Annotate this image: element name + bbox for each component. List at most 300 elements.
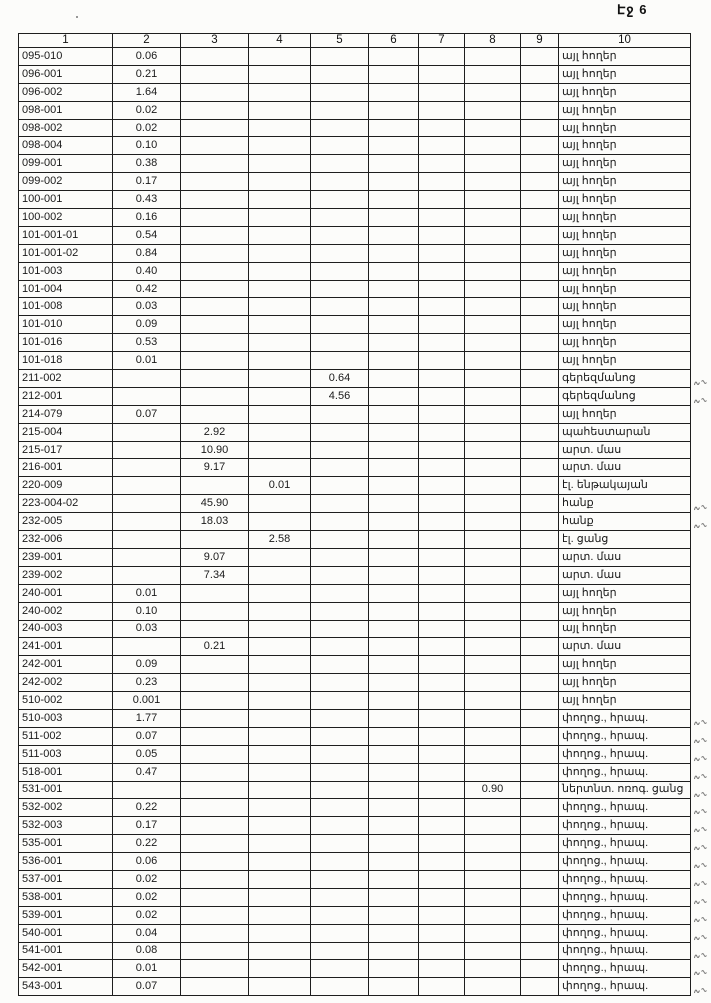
table-row bbox=[19, 423, 691, 441]
handwritten-mark-icon bbox=[693, 732, 707, 750]
empty-cell bbox=[465, 853, 521, 871]
empty-cell bbox=[521, 495, 559, 513]
empty-cell bbox=[521, 960, 559, 978]
empty-cell bbox=[521, 853, 559, 871]
parcel-code-cell: 096-002 bbox=[19, 83, 113, 101]
table-row bbox=[19, 817, 691, 835]
empty-cell bbox=[249, 799, 311, 817]
table-row bbox=[19, 495, 691, 513]
empty-cell bbox=[369, 513, 419, 531]
empty-cell bbox=[249, 119, 311, 137]
empty-cell bbox=[465, 942, 521, 960]
empty-cell bbox=[521, 405, 559, 423]
empty-cell bbox=[521, 942, 559, 960]
empty-cell bbox=[465, 387, 521, 405]
empty-cell bbox=[249, 387, 311, 405]
empty-cell bbox=[465, 709, 521, 727]
empty-cell bbox=[181, 352, 249, 370]
empty-cell bbox=[369, 280, 419, 298]
empty-cell bbox=[521, 745, 559, 763]
parcel-code-cell: 214-079 bbox=[19, 405, 113, 423]
empty-cell bbox=[249, 692, 311, 710]
empty-cell bbox=[311, 960, 369, 978]
empty-cell bbox=[113, 513, 181, 531]
empty-cell bbox=[311, 906, 369, 924]
empty-cell bbox=[419, 692, 465, 710]
empty-cell bbox=[249, 280, 311, 298]
empty-cell bbox=[465, 906, 521, 924]
empty-cell bbox=[521, 370, 559, 388]
empty-cell bbox=[465, 584, 521, 602]
column-header: 6 bbox=[369, 34, 419, 48]
parcel-code-cell: 101-001-02 bbox=[19, 244, 113, 262]
empty-cell bbox=[521, 173, 559, 191]
parcel-code-cell: 532-003 bbox=[19, 817, 113, 835]
parcel-code-cell: 101-003 bbox=[19, 262, 113, 280]
empty-cell bbox=[181, 531, 249, 549]
land-type-cell: այլ հողեր bbox=[559, 137, 691, 155]
empty-cell bbox=[369, 370, 419, 388]
empty-cell bbox=[311, 835, 369, 853]
empty-cell bbox=[419, 763, 465, 781]
empty-cell bbox=[311, 942, 369, 960]
empty-cell bbox=[249, 835, 311, 853]
land-type-cell: արտ. մաս bbox=[559, 638, 691, 656]
empty-cell bbox=[465, 566, 521, 584]
table-row bbox=[19, 727, 691, 745]
parcel-code-cell: 241-001 bbox=[19, 638, 113, 656]
empty-cell bbox=[521, 334, 559, 352]
table-row bbox=[19, 459, 691, 477]
table-row bbox=[19, 799, 691, 817]
parcel-code-cell: 536-001 bbox=[19, 853, 113, 871]
land-type-cell: փողոց., հրապ. bbox=[559, 727, 691, 745]
empty-cell bbox=[465, 316, 521, 334]
empty-cell bbox=[181, 763, 249, 781]
column-header: 10 bbox=[559, 34, 691, 48]
empty-cell bbox=[369, 960, 419, 978]
empty-cell bbox=[181, 316, 249, 334]
empty-cell bbox=[311, 692, 369, 710]
empty-cell bbox=[113, 495, 181, 513]
column-header: 7 bbox=[419, 34, 465, 48]
parcel-code-cell: 242-001 bbox=[19, 656, 113, 674]
area-value-cell: 0.04 bbox=[113, 924, 181, 942]
empty-cell bbox=[419, 870, 465, 888]
land-type-cell: ներտնտ. ոռոգ. ցանց bbox=[559, 781, 691, 799]
empty-cell bbox=[419, 531, 465, 549]
empty-cell bbox=[181, 602, 249, 620]
empty-cell bbox=[311, 870, 369, 888]
table-row bbox=[19, 334, 691, 352]
area-value-cell: 0.17 bbox=[113, 173, 181, 191]
empty-cell bbox=[369, 763, 419, 781]
table-row bbox=[19, 548, 691, 566]
empty-cell bbox=[249, 638, 311, 656]
empty-cell bbox=[369, 906, 419, 924]
parcel-code-cell: 101-010 bbox=[19, 316, 113, 334]
empty-cell bbox=[521, 656, 559, 674]
area-value-cell: 0.06 bbox=[113, 48, 181, 66]
column-header: 8 bbox=[465, 34, 521, 48]
empty-cell bbox=[419, 173, 465, 191]
area-value-cell: 0.42 bbox=[113, 280, 181, 298]
land-type-cell: փողոց., հրապ. bbox=[559, 888, 691, 906]
empty-cell bbox=[249, 209, 311, 227]
empty-cell bbox=[311, 191, 369, 209]
empty-cell bbox=[419, 226, 465, 244]
empty-cell bbox=[465, 835, 521, 853]
empty-cell bbox=[249, 441, 311, 459]
empty-cell bbox=[369, 799, 419, 817]
empty-cell bbox=[369, 226, 419, 244]
empty-cell bbox=[419, 745, 465, 763]
empty-cell bbox=[419, 316, 465, 334]
empty-cell bbox=[249, 763, 311, 781]
empty-cell bbox=[181, 101, 249, 119]
empty-cell bbox=[521, 906, 559, 924]
table-row bbox=[19, 584, 691, 602]
empty-cell bbox=[465, 405, 521, 423]
table-row bbox=[19, 566, 691, 584]
land-type-cell: փողոց., հրապ. bbox=[559, 853, 691, 871]
empty-cell bbox=[311, 853, 369, 871]
empty-cell bbox=[311, 584, 369, 602]
empty-cell bbox=[369, 656, 419, 674]
area-value-cell: 0.02 bbox=[113, 870, 181, 888]
table-row bbox=[19, 620, 691, 638]
empty-cell bbox=[311, 244, 369, 262]
empty-cell bbox=[465, 656, 521, 674]
table-row bbox=[19, 405, 691, 423]
handwritten-mark-icon bbox=[693, 786, 707, 804]
table-row bbox=[19, 226, 691, 244]
parcel-code-cell: 101-018 bbox=[19, 352, 113, 370]
column-header: 3 bbox=[181, 34, 249, 48]
empty-cell bbox=[465, 495, 521, 513]
land-type-cell: փողոց., հրապ. bbox=[559, 870, 691, 888]
parcel-code-cell: 220-009 bbox=[19, 477, 113, 495]
empty-cell bbox=[181, 280, 249, 298]
empty-cell bbox=[181, 226, 249, 244]
area-value-cell: 9.17 bbox=[181, 459, 249, 477]
empty-cell bbox=[521, 531, 559, 549]
empty-cell bbox=[249, 137, 311, 155]
parcel-code-cell: 232-005 bbox=[19, 513, 113, 531]
area-value-cell: 0.47 bbox=[113, 763, 181, 781]
empty-cell bbox=[419, 477, 465, 495]
empty-cell bbox=[181, 924, 249, 942]
empty-cell bbox=[249, 352, 311, 370]
empty-cell bbox=[465, 48, 521, 66]
empty-cell bbox=[419, 656, 465, 674]
empty-cell bbox=[369, 387, 419, 405]
empty-cell bbox=[419, 709, 465, 727]
empty-cell bbox=[311, 459, 369, 477]
area-value-cell: 0.53 bbox=[113, 334, 181, 352]
parcel-code-cell: 101-016 bbox=[19, 334, 113, 352]
empty-cell bbox=[419, 978, 465, 996]
land-type-cell: այլ հողեր bbox=[559, 83, 691, 101]
area-value-cell: 0.08 bbox=[113, 942, 181, 960]
parcel-code-cell: 100-001 bbox=[19, 191, 113, 209]
area-value-cell: 0.01 bbox=[113, 584, 181, 602]
parcel-code-cell: 098-002 bbox=[19, 119, 113, 137]
empty-cell bbox=[465, 441, 521, 459]
parcel-code-cell: 511-002 bbox=[19, 727, 113, 745]
empty-cell bbox=[181, 155, 249, 173]
empty-cell bbox=[113, 370, 181, 388]
empty-cell bbox=[465, 531, 521, 549]
empty-cell bbox=[311, 48, 369, 66]
empty-cell bbox=[521, 817, 559, 835]
area-value-cell: 0.02 bbox=[113, 101, 181, 119]
parcel-code-cell: 531-001 bbox=[19, 781, 113, 799]
empty-cell bbox=[249, 978, 311, 996]
empty-cell bbox=[181, 978, 249, 996]
empty-cell bbox=[181, 870, 249, 888]
empty-cell bbox=[465, 423, 521, 441]
land-type-cell: այլ հողեր bbox=[559, 692, 691, 710]
empty-cell bbox=[419, 387, 465, 405]
empty-cell bbox=[419, 638, 465, 656]
empty-cell bbox=[311, 978, 369, 996]
land-type-cell: փողոց., հրապ. bbox=[559, 763, 691, 781]
empty-cell bbox=[521, 763, 559, 781]
empty-cell bbox=[311, 119, 369, 137]
empty-cell bbox=[369, 441, 419, 459]
parcel-code-cell: 223-004-02 bbox=[19, 495, 113, 513]
table-row bbox=[19, 692, 691, 710]
empty-cell bbox=[181, 298, 249, 316]
land-type-cell: այլ հողեր bbox=[559, 298, 691, 316]
empty-cell bbox=[419, 960, 465, 978]
empty-cell bbox=[521, 727, 559, 745]
table-row bbox=[19, 262, 691, 280]
empty-cell bbox=[311, 799, 369, 817]
empty-cell bbox=[465, 727, 521, 745]
empty-cell bbox=[181, 137, 249, 155]
empty-cell bbox=[521, 477, 559, 495]
empty-cell bbox=[521, 226, 559, 244]
empty-cell bbox=[521, 924, 559, 942]
empty-cell bbox=[465, 763, 521, 781]
empty-cell bbox=[521, 83, 559, 101]
empty-cell bbox=[311, 531, 369, 549]
empty-cell bbox=[311, 423, 369, 441]
area-value-cell: 0.03 bbox=[113, 298, 181, 316]
empty-cell bbox=[521, 48, 559, 66]
land-type-cell: այլ հողեր bbox=[559, 674, 691, 692]
area-value-cell: 0.09 bbox=[113, 316, 181, 334]
empty-cell bbox=[311, 209, 369, 227]
empty-cell bbox=[521, 692, 559, 710]
parcel-code-cell: 101-004 bbox=[19, 280, 113, 298]
empty-cell bbox=[311, 638, 369, 656]
empty-cell bbox=[311, 226, 369, 244]
empty-cell bbox=[113, 477, 181, 495]
empty-cell bbox=[521, 262, 559, 280]
empty-cell bbox=[465, 226, 521, 244]
empty-cell bbox=[419, 906, 465, 924]
empty-cell bbox=[113, 548, 181, 566]
table-row bbox=[19, 906, 691, 924]
area-value-cell: 18.03 bbox=[181, 513, 249, 531]
table-row bbox=[19, 137, 691, 155]
area-value-cell: 7.34 bbox=[181, 566, 249, 584]
empty-cell bbox=[311, 477, 369, 495]
empty-cell bbox=[249, 817, 311, 835]
table-row bbox=[19, 441, 691, 459]
empty-cell bbox=[311, 316, 369, 334]
table-row bbox=[19, 835, 691, 853]
empty-cell bbox=[521, 155, 559, 173]
parcel-code-cell: 541-001 bbox=[19, 942, 113, 960]
table-row bbox=[19, 888, 691, 906]
area-value-cell: 0.10 bbox=[113, 137, 181, 155]
empty-cell bbox=[465, 459, 521, 477]
empty-cell bbox=[521, 459, 559, 477]
empty-cell bbox=[311, 817, 369, 835]
empty-cell bbox=[465, 280, 521, 298]
empty-cell bbox=[465, 352, 521, 370]
empty-cell bbox=[419, 584, 465, 602]
empty-cell bbox=[521, 978, 559, 996]
empty-cell bbox=[249, 602, 311, 620]
empty-cell bbox=[369, 101, 419, 119]
empty-cell bbox=[369, 155, 419, 173]
empty-cell bbox=[249, 495, 311, 513]
empty-cell bbox=[521, 602, 559, 620]
handwritten-mark-icon bbox=[693, 857, 707, 875]
empty-cell bbox=[249, 960, 311, 978]
empty-cell bbox=[369, 888, 419, 906]
area-value-cell: 0.09 bbox=[113, 656, 181, 674]
empty-cell bbox=[113, 423, 181, 441]
land-type-cell: հանք bbox=[559, 495, 691, 513]
empty-cell bbox=[521, 316, 559, 334]
column-header: 4 bbox=[249, 34, 311, 48]
empty-cell bbox=[465, 262, 521, 280]
land-type-cell: փողոց., հրապ. bbox=[559, 978, 691, 996]
table-row bbox=[19, 960, 691, 978]
handwritten-mark-icon bbox=[693, 911, 707, 929]
area-value-cell: 0.06 bbox=[113, 853, 181, 871]
handwritten-mark-icon bbox=[693, 714, 707, 732]
parcel-code-cell: 240-001 bbox=[19, 584, 113, 602]
empty-cell bbox=[419, 65, 465, 83]
parcel-code-cell: 101-008 bbox=[19, 298, 113, 316]
empty-cell bbox=[311, 65, 369, 83]
area-value-cell: 0.84 bbox=[113, 244, 181, 262]
empty-cell bbox=[249, 262, 311, 280]
parcel-code-cell: 532-002 bbox=[19, 799, 113, 817]
land-type-cell: այլ հողեր bbox=[559, 352, 691, 370]
scan-speck bbox=[76, 16, 78, 18]
table-row bbox=[19, 513, 691, 531]
empty-cell bbox=[521, 209, 559, 227]
land-type-cell: այլ հողեր bbox=[559, 244, 691, 262]
empty-cell bbox=[249, 853, 311, 871]
empty-cell bbox=[249, 48, 311, 66]
empty-cell bbox=[419, 334, 465, 352]
empty-cell bbox=[521, 888, 559, 906]
empty-cell bbox=[465, 209, 521, 227]
area-value-cell: 0.17 bbox=[113, 817, 181, 835]
empty-cell bbox=[113, 531, 181, 549]
empty-cell bbox=[369, 316, 419, 334]
empty-cell bbox=[369, 405, 419, 423]
empty-cell bbox=[249, 548, 311, 566]
empty-cell bbox=[465, 155, 521, 173]
handwritten-mark-icon bbox=[693, 768, 707, 786]
empty-cell bbox=[369, 745, 419, 763]
table-row bbox=[19, 674, 691, 692]
area-value-cell: 0.54 bbox=[113, 226, 181, 244]
empty-cell bbox=[521, 781, 559, 799]
area-value-cell: 0.22 bbox=[113, 799, 181, 817]
empty-cell bbox=[311, 548, 369, 566]
empty-cell bbox=[419, 620, 465, 638]
parcel-code-cell: 540-001 bbox=[19, 924, 113, 942]
empty-cell bbox=[369, 298, 419, 316]
empty-cell bbox=[419, 48, 465, 66]
empty-cell bbox=[311, 352, 369, 370]
land-type-cell: փողոց., հրապ. bbox=[559, 942, 691, 960]
empty-cell bbox=[249, 244, 311, 262]
parcels-table bbox=[18, 33, 691, 996]
handwritten-mark-icon bbox=[693, 803, 707, 821]
handwritten-mark-icon bbox=[693, 947, 707, 965]
empty-cell bbox=[419, 101, 465, 119]
empty-cell bbox=[249, 316, 311, 334]
empty-cell bbox=[311, 620, 369, 638]
parcel-code-cell: 215-017 bbox=[19, 441, 113, 459]
empty-cell bbox=[311, 513, 369, 531]
empty-cell bbox=[465, 65, 521, 83]
empty-cell bbox=[419, 495, 465, 513]
area-value-cell: 0.03 bbox=[113, 620, 181, 638]
table-body bbox=[19, 48, 691, 996]
table-row bbox=[19, 387, 691, 405]
area-value-cell: 2.58 bbox=[249, 531, 311, 549]
empty-cell bbox=[465, 137, 521, 155]
empty-cell bbox=[465, 334, 521, 352]
empty-cell bbox=[311, 137, 369, 155]
empty-cell bbox=[311, 888, 369, 906]
empty-cell bbox=[465, 173, 521, 191]
empty-cell bbox=[181, 209, 249, 227]
empty-cell bbox=[181, 584, 249, 602]
empty-cell bbox=[181, 906, 249, 924]
empty-cell bbox=[465, 244, 521, 262]
empty-cell bbox=[311, 83, 369, 101]
column-header: 5 bbox=[311, 34, 369, 48]
empty-cell bbox=[369, 459, 419, 477]
handwritten-mark-icon bbox=[693, 499, 707, 517]
empty-cell bbox=[521, 119, 559, 137]
area-value-cell: 0.01 bbox=[113, 352, 181, 370]
empty-cell bbox=[369, 334, 419, 352]
empty-cell bbox=[369, 65, 419, 83]
table-row bbox=[19, 745, 691, 763]
empty-cell bbox=[419, 191, 465, 209]
empty-cell bbox=[369, 423, 419, 441]
handwritten-mark-icon bbox=[693, 821, 707, 839]
empty-cell bbox=[369, 870, 419, 888]
land-type-cell: այլ հողեր bbox=[559, 209, 691, 227]
parcel-code-cell: 211-002 bbox=[19, 370, 113, 388]
